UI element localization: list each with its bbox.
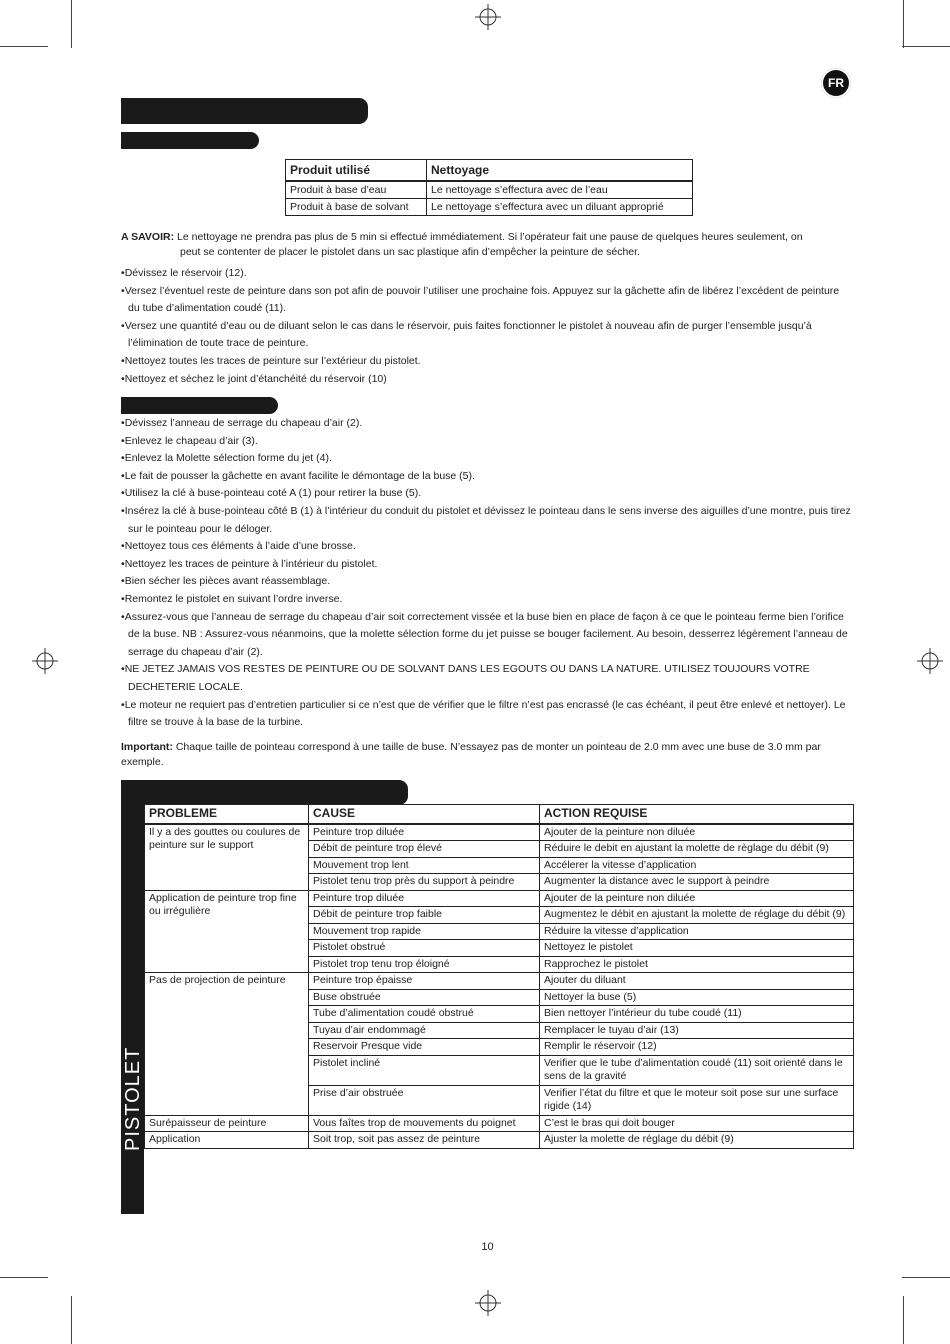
registration-mark-icon: [917, 648, 943, 674]
action-cell: Verifier l’état du filtre et que le moteur soit pose sur une surface rigide (14): [540, 1085, 854, 1115]
table-row: [145, 973, 854, 990]
list-item: • Assurez-vous que l’anneau de serrage du chapeau d’air soit correctement vissée et la buse bien en place de façon à ce que le pointeau ferme bien l’orifice de la buse. NB : Assurez-vous néanmoins, que la molette sélection forme du jet puisse se bouger facilement. Au besoin, desserrez légèrement l’anneau de serrage du chapeau d’air (2).: [121, 609, 851, 662]
troubleshooting-panel: [121, 780, 855, 1214]
list-item: • Nettoyez tous ces éléments à l’aide d’une brosse.: [121, 538, 851, 556]
list-item: • Nettoyez les traces de peinture à l’intérieur du pistolet.: [121, 556, 851, 574]
cause-cell: Soit trop, soit pas assez de peinture: [309, 1132, 540, 1149]
subsection-heading-bar: [121, 132, 259, 149]
action-cell: Réduire la vitesse d’application: [540, 923, 854, 940]
action-cell: Accélerer la vitesse d’application: [540, 857, 854, 874]
table-header-row: [286, 160, 693, 182]
cause-cell: Prise d’air obstruée: [309, 1085, 540, 1115]
cleaning-table: [285, 159, 693, 216]
list-item: • Versez une quantité d’eau ou de diluant selon le cas dans le réservoir, puis faites fonctionner le pistolet à nouveau afin de purger l’ensemble jusqu’à l’élimination de toute trace de peinture.: [121, 318, 851, 353]
action-cell: Augmentez le débit en ajustant la molette de réglage du débit (9): [540, 907, 854, 924]
action-cell: C’est le bras qui doit bouger: [540, 1115, 854, 1132]
action-cell: Rapprochez le pistolet: [540, 956, 854, 973]
cause-cell: Mouvement trop lent: [309, 857, 540, 874]
action-cell: Ajouter du diluant: [540, 973, 854, 990]
action-cell: Verifier que le tube d’alimentation coudé (11) soit orienté dans le sens de la gravité: [540, 1055, 854, 1085]
column-header: Produit utilisé: [286, 160, 427, 182]
list-item: • Le fait de pousser la gâchette en avant facilite le démontage de la buse (5).: [121, 468, 851, 486]
important-label: Important:: [121, 741, 173, 753]
list-item: • Dévissez l’anneau de serrage du chapeau d’air (2).: [121, 415, 851, 433]
cause-cell: Mouvement trop rapide: [309, 923, 540, 940]
list-item: • Insérez la clé à buse-pointeau côté B (1) à l’intérieur du conduit du pistolet et dévissez le pointeau dans le sens inverse des aiguilles d’une montre, puis tirez sur le pointeau pour le déloger.: [121, 503, 851, 538]
list-item: • Utilisez la clé à buse-pointeau coté A (1) pour retirer la buse (5).: [121, 485, 851, 503]
problem-cell: Il y a des gouttes ou coulures de peinture sur le support: [145, 824, 309, 891]
table-header-row: [145, 805, 854, 824]
table-row: [145, 890, 854, 907]
action-cell: Remplir le réservoir (12): [540, 1039, 854, 1056]
action-cell: Augmenter la distance avec le support à peindre: [540, 874, 854, 891]
a-savoir-text: peut se contenter de placer le pistolet dans un sac plastique afin d’empêcher la peinture de sécher.: [180, 245, 640, 258]
important-text: Chaque taille de pointeau correspond à une taille de buse. N’essayez pas de monter un pointeau de 2.0 mm avec une buse de 3.0 mm par exemple.: [121, 741, 821, 768]
crop-mark: [903, 0, 904, 48]
troubleshooting-table: [144, 804, 854, 1149]
list-item: • Versez l’éventuel reste de peinture dans son pot afin de pouvoir l’utiliser une prochaine fois. Appuyez sur la gâchette afin de libérez l’excédent de peinture du tube d’alimentation coudé (11).: [121, 283, 851, 318]
cause-cell: Pistolet trop tenu trop éloigné: [309, 956, 540, 973]
crop-mark: [903, 1296, 904, 1344]
cleaning-steps-list: [121, 265, 851, 388]
registration-mark-icon: [475, 4, 501, 30]
list-item: • Nettoyez toutes les traces de peinture sur l’extérieur du pistolet.: [121, 353, 851, 371]
action-cell: Ajouter de la peinture non diluée: [540, 890, 854, 907]
important-note: [121, 740, 851, 769]
list-item: • Le moteur ne requiert pas d’entretien particulier si ce n’est que de vérifier que le filtre n’est pas encrassé (le cas échéant, il peut être enlevé et nettoyer). Le filtre se trouve à la base de la turbine.: [121, 697, 851, 732]
sidebar-label: PISTOLET: [122, 1046, 144, 1151]
column-header: PROBLEME: [145, 805, 309, 824]
crop-mark: [0, 46, 48, 47]
registration-mark-icon: [32, 648, 58, 674]
table-cell: Produit à base d’eau: [286, 181, 427, 199]
cause-cell: Vous faîtes trop de mouvements du poignet: [309, 1115, 540, 1132]
cause-cell: Peinture trop diluée: [309, 890, 540, 907]
page-number: 10: [481, 1241, 494, 1253]
cause-cell: Pistolet incliné: [309, 1055, 540, 1085]
list-item: • Dévissez le réservoir (12).: [121, 265, 851, 283]
list-item: • Remontez le pistolet en suivant l’ordre inverse.: [121, 591, 851, 609]
problem-cell: Pas de projection de peinture: [145, 973, 309, 1116]
cause-cell: Tube d’alimentation coudé obstrué: [309, 1006, 540, 1023]
language-badge: FR: [821, 68, 851, 98]
cause-cell: Tuyau d’air endommagé: [309, 1022, 540, 1039]
sidebar: [121, 780, 144, 1214]
table-cell: Le nettoyage s’effectura avec un diluant approprié: [427, 199, 693, 216]
cause-cell: Débit de peinture trop élevé: [309, 841, 540, 858]
table-row: [145, 824, 854, 841]
crop-mark: [71, 1296, 72, 1344]
section-heading-bar: [121, 98, 368, 124]
list-item: • Enlevez le chapeau d’air (3).: [121, 433, 851, 451]
a-savoir-text: Le nettoyage ne prendra pas plus de 5 min si effectué immédiatement. Si l’opérateur fait une pause de quelques heures seulement, on: [177, 231, 803, 243]
cause-cell: Pistolet obstrué: [309, 940, 540, 957]
crop-mark: [902, 1277, 950, 1278]
cause-cell: Débit de peinture trop faible: [309, 907, 540, 924]
problem-cell: Application: [145, 1132, 309, 1149]
problem-cell: Surépaisseur de peinture: [145, 1115, 309, 1132]
table-cell: Le nettoyage s’effectura avec de l’eau: [427, 181, 693, 199]
table-row: [286, 181, 693, 199]
list-item: • Enlevez la Molette sélection forme du jet (4).: [121, 450, 851, 468]
column-header: CAUSE: [309, 805, 540, 824]
problem-cell: Application de peinture trop fine ou irrégulière: [145, 890, 309, 973]
action-cell: Nettoyer la buse (5): [540, 989, 854, 1006]
action-cell: Remplacer le tuyau d’air (13): [540, 1022, 854, 1039]
cause-cell: Pistolet tenu trop près du support à peindre: [309, 874, 540, 891]
table-row: [145, 1132, 854, 1149]
column-header: ACTION REQUISE: [540, 805, 854, 824]
cause-cell: Reservoir Presque vide: [309, 1039, 540, 1056]
list-item: • Bien sécher les pièces avant réassemblage.: [121, 573, 851, 591]
cause-cell: Buse obstruée: [309, 989, 540, 1006]
cause-cell: Peinture trop épaisse: [309, 973, 540, 990]
list-item: • Nettoyez et séchez le joint d’étanchéité du réservoir (10): [121, 371, 851, 389]
action-cell: Bien nettoyer l’intérieur du tube coudé (11): [540, 1006, 854, 1023]
a-savoir-note: [121, 230, 851, 259]
a-savoir-label: A SAVOIR:: [121, 231, 175, 243]
column-header: Nettoyage: [427, 160, 693, 182]
crop-mark: [0, 1277, 48, 1278]
action-cell: Nettoyez le pistolet: [540, 940, 854, 957]
action-cell: Ajuster la molette de réglage du débit (9): [540, 1132, 854, 1149]
cause-cell: Peinture trop diluée: [309, 824, 540, 841]
table-row: [286, 199, 693, 216]
dismantling-steps-list: [121, 415, 851, 732]
action-cell: Réduire le debit en ajustant la molette de règlage du débit (9): [540, 841, 854, 858]
crop-mark: [902, 46, 950, 47]
action-cell: Ajouter de la peinture non diluée: [540, 824, 854, 841]
subsection-heading-bar: [121, 397, 278, 414]
table-row: [145, 1115, 854, 1132]
registration-mark-icon: [475, 1290, 501, 1316]
list-item: • NE JETEZ JAMAIS VOS RESTES DE PEINTURE OU DE SOLVANT DANS LES EGOUTS OU DANS LA NATURE. UTILISEZ TOUJOURS VOTRE DECHETERIE LOCALE.: [121, 661, 851, 696]
table-cell: Produit à base de solvant: [286, 199, 427, 216]
crop-mark: [71, 0, 72, 48]
